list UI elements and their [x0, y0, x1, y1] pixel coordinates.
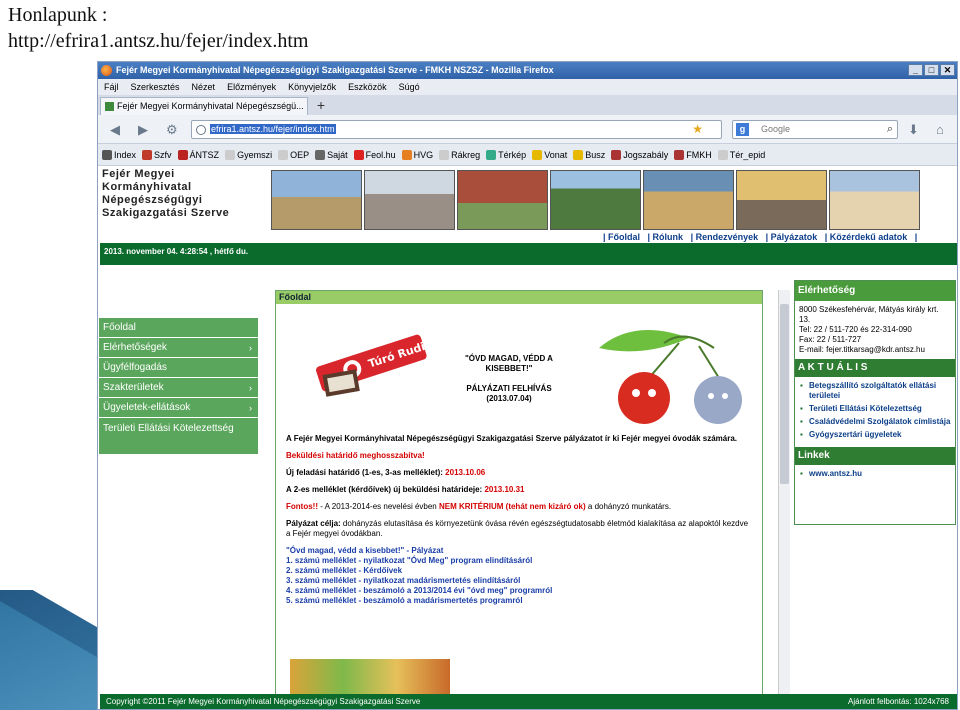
- bookmark-ter-epid[interactable]: Tér_epid: [718, 144, 766, 165]
- menu-file[interactable]: Fájl: [104, 82, 119, 92]
- bookmark-icon: [718, 150, 728, 160]
- bookmark-icon: [354, 150, 364, 160]
- contact-title: Elérhetőség: [795, 281, 955, 301]
- photo-ruins: [457, 170, 548, 230]
- nav-rendezvenyek[interactable]: | Rendezvények: [690, 232, 759, 242]
- menu-tools[interactable]: Eszközök: [348, 82, 387, 92]
- link-melleklet-5[interactable]: 5. számú melléklet - beszámoló a madárismertetés programról: [286, 596, 523, 605]
- home-icon[interactable]: ⌂: [936, 122, 944, 137]
- bookmark-icon: [225, 150, 235, 160]
- window-title: Fejér Megyei Kormányhivatal Népegészségügyi Szakigazgatási Szerve - FMKH NSZSZ - Mozilla Firefox: [116, 65, 554, 75]
- photo-cathedral: [271, 170, 362, 230]
- menu-bookmarks[interactable]: Könyvjelzők: [288, 82, 337, 92]
- slide-caption: [8, 2, 308, 54]
- bookmark-icon: [278, 150, 288, 160]
- main-content: [275, 290, 763, 710]
- bookmark-icon: [611, 150, 621, 160]
- bookmark-vonat[interactable]: Vonat: [532, 144, 567, 165]
- news-item[interactable]: ▪ Területi Ellátási Kötelezettség: [799, 404, 951, 414]
- new-tab-button[interactable]: +: [316, 97, 326, 113]
- window-titlebar: [98, 62, 957, 79]
- forward-icon[interactable]: ▶: [138, 122, 148, 137]
- banner-text: "ÓVD MAGAD, VÉDD A KISEBBET!" PÁLYÁZATI FELHÍVÁS (2013.07.04): [465, 354, 553, 403]
- menu-edit[interactable]: Szerkesztés: [130, 82, 180, 92]
- menu-bar: [98, 79, 957, 95]
- header-photos: [271, 170, 920, 230]
- bookmark-index[interactable]: Index: [102, 144, 136, 165]
- bookmark-icon: [439, 150, 449, 160]
- datetime-text: 2013. november 04. 4:28:54 , hétfő du.: [104, 247, 249, 256]
- bookmark-feol[interactable]: Feol.hu: [354, 144, 396, 165]
- news-item[interactable]: ▪ Gyógyszertári ügyeletek: [799, 430, 951, 440]
- home-gear-icon[interactable]: ⚙: [166, 122, 178, 137]
- address-bar[interactable]: [191, 120, 722, 139]
- content-header: Főoldal: [276, 291, 762, 304]
- firefox-icon: [101, 65, 112, 76]
- nav-kozerdeku[interactable]: | Közérdekű adatok: [824, 232, 908, 242]
- link-antsz[interactable]: ▪ www.antsz.hu: [799, 469, 951, 479]
- pályázat-banner[interactable]: [276, 304, 762, 434]
- caption-title: Honlapunk :: [8, 4, 108, 26]
- nav-foldal[interactable]: | Főoldal: [603, 232, 641, 242]
- content-scrollbar[interactable]: [778, 290, 790, 710]
- bookmark-icon: [315, 150, 325, 160]
- bookmark-icon: [402, 150, 412, 160]
- right-panel: [794, 280, 956, 525]
- top-navigation: [603, 232, 922, 242]
- links-title: Linkek: [795, 447, 955, 465]
- google-icon: g: [736, 123, 749, 136]
- bookmark-hvg[interactable]: HVG: [402, 144, 434, 165]
- back-icon[interactable]: ◀: [110, 122, 120, 137]
- bookmark-icon: [142, 150, 152, 160]
- links-list: [795, 465, 955, 486]
- search-placeholder: Google: [761, 124, 791, 134]
- sidebar-item-ugyfelfogadas[interactable]: Ügyfélfogadás: [99, 358, 258, 378]
- bookmark-fmkh[interactable]: FMKH: [674, 144, 712, 165]
- photo-pavilion: [550, 170, 641, 230]
- photo-clock: [643, 170, 734, 230]
- sidebar-item-szakteruletek[interactable]: Szakterületek ›: [99, 378, 258, 398]
- news-title: A K T U Á L I S: [795, 359, 955, 377]
- bookmark-icon: [532, 150, 542, 160]
- nav-palyazatok[interactable]: | Pályázatok: [765, 232, 818, 242]
- menu-history[interactable]: Előzmények: [227, 82, 277, 92]
- menu-help[interactable]: Súgó: [398, 82, 420, 92]
- bookmark-icon: [674, 150, 684, 160]
- bookmark-rakreg[interactable]: Rákreg: [439, 144, 480, 165]
- deadline-notice: Beküldési határidő meghosszabítva!: [286, 451, 425, 460]
- bookmarks-toolbar: [98, 144, 957, 166]
- news-list: [795, 377, 955, 447]
- sidebar-item-foldal[interactable]: Főoldal: [99, 318, 258, 338]
- contact-info: 8000 Székesfehérvár, Mátyás király krt. 13. Tel: 22 / 511-720 és 22-314-090 Fax: 22 / 511-727 E-mail: fejer.titkarsag@kdr.antsz.hu: [799, 305, 939, 354]
- bookmark-icon: [102, 150, 112, 160]
- intro-paragraph: A Fejér Megyei Kormányhivatal Népegészségügyi Szakigazgatási Szerve pályázatot ír ki Fejér megyei óvodák számára.: [286, 434, 737, 443]
- scrollbar-thumb[interactable]: [780, 304, 789, 484]
- deadline-1: Új feladási határidő (1-es, 3-as melléklet): 2013.10.06: [286, 468, 486, 477]
- bookmark-terkep[interactable]: Térkép: [486, 144, 526, 165]
- news-item[interactable]: ▪ Betegszállító szolgáltatók ellátási területei: [799, 381, 951, 401]
- link-palyazat[interactable]: "Óvd magad, védd a kisebbet!" - Pályázat: [286, 546, 444, 555]
- download-icon[interactable]: ⬇: [908, 122, 919, 137]
- photo-building: [829, 170, 920, 230]
- url-text: efrira1.antsz.hu/fejer/index.htm: [211, 124, 335, 134]
- sidebar-item-elerhetosegek[interactable]: Elérhetőségek ›: [99, 338, 258, 358]
- globe-icon: [196, 125, 206, 135]
- sidebar-menu: [99, 318, 258, 455]
- important-note: Fontos!! - A 2013-2014-es nevelési évben NEM KRITÉRIUM (tehát nem kizáró ok) a dohányzó munkatárs.: [286, 502, 672, 511]
- navigation-bar: [98, 115, 957, 144]
- chevron-right-icon: ›: [249, 383, 252, 393]
- turo-rudi-image: [306, 322, 436, 402]
- candy-label: Túró Rudi: [366, 339, 427, 371]
- nav-rolunk[interactable]: | Rólunk: [647, 232, 684, 242]
- photo-statue: [364, 170, 455, 230]
- copyright-text: Copyright ©2011 Fejér Megyei Kormányhivatal Népegészségügyi Szakigazgatási Szerve: [106, 697, 421, 706]
- bookmark-star-icon[interactable]: ★: [692, 122, 703, 136]
- sidebar-item-ugyeletek[interactable]: Ügyeletek-ellátások ›: [99, 398, 258, 418]
- tab-favicon: [105, 102, 114, 111]
- browser-window: [97, 61, 958, 710]
- goal-paragraph: Pályázat célja: dohányzás elutasítása és környezetünk óvása révén egészségtudatosabb életmód kialakítása az alapoktól kezdve a Fejér megyei óvodákban.: [286, 519, 749, 538]
- bookmark-icon: [486, 150, 496, 160]
- bookmark-antsz[interactable]: ÁNTSZ: [178, 144, 220, 165]
- bookmark-jogszabaly[interactable]: Jogszabály: [611, 144, 668, 165]
- site-logo[interactable]: Fejér Megyei Kormányhivatal Népegészségügyi Szakigazgatási Szerve: [102, 168, 230, 219]
- link-melleklet-3[interactable]: 3. számú melléklet - nyilatkozat madárismertetés elindításáról: [286, 576, 521, 585]
- tab-title: Fejér Megyei Kormányhivatal Népegészségü...: [117, 101, 304, 111]
- cherry-image: [594, 318, 754, 428]
- bookmark-icon: [178, 150, 188, 160]
- bookmark-szfv[interactable]: Szfv: [142, 144, 172, 165]
- content-text: [276, 434, 762, 606]
- bookmark-oep[interactable]: OEP: [278, 144, 309, 165]
- bookmark-sajat[interactable]: Saját: [315, 144, 348, 165]
- photo-church: [736, 170, 827, 230]
- tab-bar: [98, 95, 957, 115]
- bookmark-busz[interactable]: Busz: [573, 144, 605, 165]
- bookmark-gyemszi[interactable]: Gyemszi: [225, 144, 272, 165]
- close-button[interactable]: ✕: [940, 64, 955, 76]
- web-page: [98, 166, 958, 710]
- chevron-right-icon: ›: [249, 343, 252, 353]
- link-melleklet-1[interactable]: 1. számú melléklet - nyilatkozat "Óvd Meg" program elindításáról: [286, 556, 533, 565]
- menu-view[interactable]: Nézet: [191, 82, 216, 92]
- link-melleklet-2[interactable]: 2. számú melléklet - Kérdőívek: [286, 566, 403, 575]
- bookmark-icon: [573, 150, 583, 160]
- attachment-links: [286, 546, 752, 606]
- caption-url: http://efrira1.antsz.hu/fejer/index.htm: [8, 30, 309, 52]
- page-footer: [100, 694, 957, 710]
- search-input[interactable]: [732, 120, 898, 139]
- chevron-right-icon: ›: [249, 403, 252, 413]
- browser-tab[interactable]: [100, 97, 308, 115]
- link-melleklet-4[interactable]: 4. számú melléklet - beszámoló a 2013/2014 évi "óvd meg" programról: [286, 586, 553, 595]
- maximize-button[interactable]: □: [924, 64, 939, 76]
- date-bar: [100, 243, 957, 265]
- search-icon[interactable]: ⌕: [886, 123, 893, 135]
- nav-end: |: [914, 232, 918, 242]
- resolution-text: Ajánlott felbontás: 1024x768: [848, 697, 949, 706]
- minimize-button[interactable]: _: [908, 64, 923, 76]
- slide-decoration: [0, 590, 100, 710]
- sidebar-item-teruleti[interactable]: Területi Ellátási Kötelezettség: [99, 418, 258, 455]
- deadline-2: A 2-es melléklet (kérdőívek) új beküldési határideje: 2013.10.31: [286, 485, 525, 494]
- news-item[interactable]: ▪ Családvédelmi Szolgálatok címlistája: [799, 417, 951, 427]
